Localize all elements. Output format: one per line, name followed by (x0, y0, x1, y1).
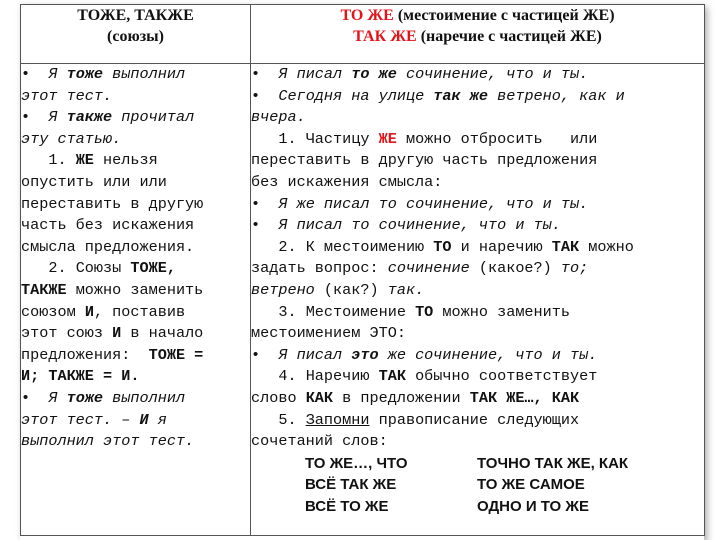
left-example-1-cont: этот тест. (21, 86, 113, 105)
combination-item: ТО ЖЕ САМОЕ (477, 476, 585, 494)
left-rule-1-line-2: опустить или или (21, 172, 167, 191)
document-sheet (20, 4, 704, 540)
left-rule-1-line-5: смысла предложения. (21, 237, 195, 256)
right-example-2-cont: вчера. (251, 108, 306, 127)
right-column (251, 64, 705, 536)
right-rule-1: 1. Частицу ЖЕ можно отбросить или (251, 129, 598, 148)
remember-link[interactable]: Запомни (305, 410, 370, 429)
left-rule-2-line-6: И; ТАКЖЕ = И. (21, 367, 140, 386)
header-left (21, 5, 251, 64)
right-rule-5-line-2: сочетаний слов: (251, 432, 388, 451)
header-right-desc-1: (местоимение с частицей ЖЕ) (393, 7, 615, 24)
combination-item: ВСЁ ТО ЖЕ (305, 497, 389, 515)
right-example-4: • Я писал то сочинение, что и ты. (251, 216, 561, 235)
right-rule-5: 5. Запомни правописание следующих (251, 410, 580, 429)
left-example-3: • Я тоже выполнил (21, 388, 186, 407)
right-rule-3-line-2: местоимением ЭТО: (251, 324, 406, 343)
header-right-term-2: ТАК ЖЕ (353, 28, 417, 45)
right-rule-4: 4. Наречию ТАК обычно соответствует (251, 367, 598, 386)
header-right-term-1: ТО ЖЕ (340, 7, 394, 24)
right-example-5: • Я писал это же сочинение, что и ты. (251, 345, 598, 364)
combinations-grid (305, 453, 704, 518)
left-column (21, 64, 251, 536)
header-left-title: ТОЖЕ, ТАКЖЕ (77, 7, 194, 24)
left-example-3-line-2: этот тест. – И я (21, 410, 167, 429)
right-example-3: • Я же писал то сочинение, что и ты. (251, 194, 589, 213)
left-rule-1-line-4: часть без искажения (21, 216, 195, 235)
left-example-2: • Я также прочитал (21, 108, 195, 127)
left-rule-2-line-4: этот союз И в начало (21, 324, 204, 343)
left-rule-2-line-2: ТАКЖЕ можно заменить (21, 280, 204, 299)
header-right-desc-2: (наречие с частицей ЖЕ) (416, 28, 602, 45)
right-rule-4-line-2: слово КАК в предложении ТАК ЖЕ…, КАК (251, 388, 580, 407)
left-rule-2: 2. Союзы ТОЖЕ, (21, 259, 176, 278)
combination-item: ВСЁ ТАК ЖЕ (305, 476, 397, 494)
combination-item: ТО ЖЕ…, ЧТО (305, 454, 408, 472)
combination-item: ОДНО И ТО ЖЕ (477, 497, 589, 515)
right-rule-2: 2. К местоимению ТО и наречию ТАК можно (251, 237, 634, 256)
header-right (251, 5, 705, 64)
right-rule-1-line-2: переставить в другую часть предложения (251, 151, 598, 170)
left-rule-2-line-3: союзом И, поставив (21, 302, 186, 321)
right-rule-2-line-3: ветрено (как?) так. (251, 280, 425, 299)
left-rule-1-line-3: переставить в другую (21, 194, 204, 213)
right-rule-1-line-3: без искажения смысла: (251, 172, 443, 191)
comparison-table (20, 4, 705, 536)
combination-item: ТОЧНО ТАК ЖЕ, КАК (477, 454, 629, 472)
left-rule-2-line-5: предложения: ТОЖЕ = (21, 345, 204, 364)
header-left-subtitle: (союзы) (107, 28, 164, 45)
left-example-3-line-3: выполнил этот тест. (21, 432, 195, 451)
left-example-1: • Я тоже выполнил (21, 65, 186, 83)
right-example-2: • Сегодня на улице так же ветрено, как и (251, 86, 625, 105)
left-rule-1: 1. ЖЕ нельзя (21, 151, 158, 170)
right-rule-2-line-2: задать вопрос: сочинение (какое?) то; (251, 259, 589, 278)
right-rule-3: 3. Местоимение ТО можно заменить (251, 302, 571, 321)
right-example-1: • Я писал то же сочинение, что и ты. (251, 65, 589, 83)
left-example-2-cont: эту статью. (21, 129, 122, 148)
